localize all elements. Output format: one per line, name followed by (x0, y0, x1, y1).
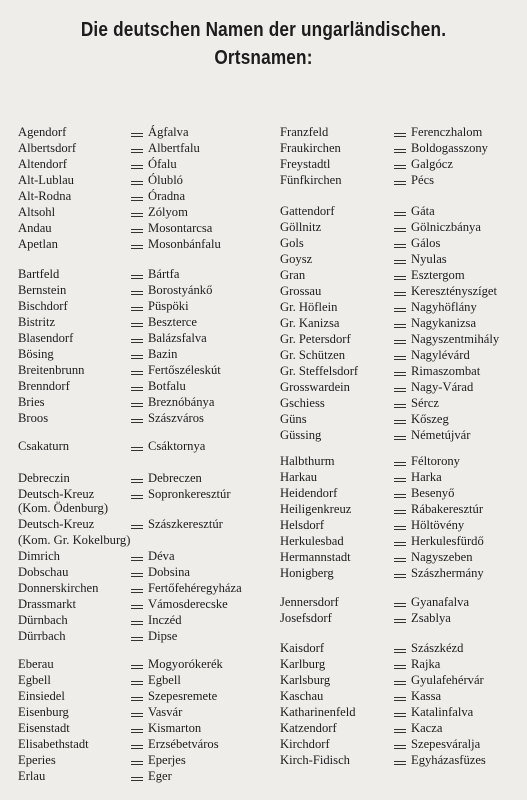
equals-sign (131, 149, 143, 153)
german-name: Gols (280, 236, 304, 250)
german-name: Katharinenfeld (280, 705, 356, 719)
german-name: Güns (280, 412, 307, 426)
hungarian-name: Gáta (411, 204, 435, 218)
hungarian-name: Ólubló (148, 173, 183, 187)
hungarian-name: Herkulesfürdő (411, 534, 484, 548)
german-name: Andau (18, 221, 52, 235)
hungarian-name: Nyulas (411, 252, 447, 266)
hungarian-name: Bártfa (148, 267, 180, 281)
equals-sign (394, 436, 406, 440)
hungarian-name: Dobsina (148, 565, 190, 579)
german-name: Albertsdorf (18, 141, 77, 155)
equals-sign (394, 462, 406, 466)
hungarian-name: Féltorony (411, 454, 460, 468)
equals-sign (394, 228, 406, 232)
equals-sign (394, 542, 406, 546)
german-name: Blasendorf (18, 331, 74, 345)
german-name: Kaschau (280, 689, 324, 703)
german-name: Alt-Lublau (18, 173, 74, 187)
german-name: Einsiedel (18, 689, 65, 703)
hungarian-name: Dipse (148, 629, 178, 643)
equals-sign (131, 495, 143, 499)
hungarian-name: Szászkeresztúr (148, 517, 223, 531)
german-name: Jennersdorf (280, 595, 339, 609)
hungarian-name: Szepesremete (148, 689, 218, 703)
hungarian-name: Nagylévárd (411, 348, 470, 362)
equals-sign (131, 419, 143, 423)
equals-sign (131, 355, 143, 359)
hungarian-name: Szászhermány (411, 566, 484, 580)
german-name: Gr. Steffelsdorf (280, 364, 359, 378)
german-name: Bistritz (18, 315, 56, 329)
hungarian-name: Ágfalva (148, 125, 189, 139)
hungarian-name: Zsablya (411, 611, 451, 625)
german-name: (Kom. Ödenburg) (18, 501, 109, 515)
equals-sign (131, 133, 143, 137)
hungarian-name: Debreczen (148, 471, 202, 485)
hungarian-name: Erzsébetváros (148, 737, 219, 751)
hungarian-name: Nagyszentmihály (411, 332, 500, 346)
hungarian-name: Püspöki (148, 299, 189, 313)
equals-sign (394, 574, 406, 578)
equals-sign (131, 213, 143, 217)
hungarian-name: Vámosderecske (148, 597, 228, 611)
equals-sign (131, 621, 143, 625)
hungarian-name: Inczéd (148, 613, 182, 627)
equals-sign (394, 665, 406, 669)
german-name: Kaisdorf (280, 641, 325, 655)
german-name: Apetlan (18, 237, 58, 251)
german-name: Kirchdorf (280, 737, 330, 751)
german-name: Debreczin (18, 471, 70, 485)
german-name: Bries (18, 395, 45, 409)
hungarian-name: Borostyánkő (148, 283, 213, 297)
equals-sign (131, 447, 143, 451)
hungarian-name: Nagy-Várad (411, 380, 474, 394)
german-name: Heidendorf (280, 486, 338, 500)
equals-sign (394, 681, 406, 685)
german-name: Grossau (280, 284, 322, 298)
german-name: Herkulesbad (280, 534, 344, 548)
equals-sign (394, 603, 406, 607)
hungarian-name: Egyházasfüzes (411, 753, 486, 767)
hungarian-name: Balázsfalva (148, 331, 207, 345)
hungarian-name: Fertőszéleskút (148, 363, 221, 377)
equals-sign (394, 697, 406, 701)
equals-sign (394, 244, 406, 248)
equals-sign (394, 133, 406, 137)
equals-sign (394, 388, 406, 392)
hungarian-name: Rábakeresztúr (411, 502, 484, 516)
hungarian-name: Gyanafalva (411, 595, 470, 609)
hungarian-name: Kacza (411, 721, 443, 735)
equals-sign (394, 526, 406, 530)
german-name: Göllnitz (280, 220, 322, 234)
german-name: Dürnbach (18, 613, 68, 627)
german-name: Eisenburg (18, 705, 69, 719)
hungarian-name: Mosontarcsa (148, 221, 213, 235)
german-name: Fraukirchen (280, 141, 341, 155)
german-name: Erlau (18, 769, 46, 783)
equals-sign (131, 291, 143, 295)
equals-sign (394, 276, 406, 280)
equals-sign (131, 197, 143, 201)
equals-sign (394, 649, 406, 653)
german-name: Deutsch-Kreuz (18, 517, 95, 531)
german-name: Karlsburg (280, 673, 331, 687)
equals-sign (131, 713, 143, 717)
hungarian-name: Nagyszeben (411, 550, 473, 564)
german-name: Gr. Petersdorf (280, 332, 351, 346)
german-name: Broos (18, 411, 49, 425)
german-name: Halbthurm (280, 454, 335, 468)
german-name: Goysz (280, 252, 313, 266)
german-name: Harkau (280, 470, 318, 484)
hungarian-name: Ófalu (148, 157, 177, 171)
equals-sign (394, 420, 406, 424)
hungarian-name: Szászváros (148, 411, 204, 425)
german-name: Franzfeld (280, 125, 329, 139)
german-name: Alt-Rodna (18, 189, 72, 203)
equals-sign (131, 697, 143, 701)
hungarian-name: Csáktornya (148, 439, 206, 453)
hungarian-name: Pécs (411, 173, 435, 187)
hungarian-name: Kőszeg (411, 412, 449, 426)
equals-sign (394, 494, 406, 498)
hungarian-name: Breznóbánya (148, 395, 215, 409)
hungarian-name: Kassa (411, 689, 442, 703)
hungarian-name: Gölniczbánya (411, 220, 481, 234)
equals-sign (131, 745, 143, 749)
hungarian-name: Katalinfalva (411, 705, 474, 719)
equals-sign (131, 637, 143, 641)
hungarian-name: Esztergom (411, 268, 465, 282)
hungarian-name: Szepesváralja (411, 737, 481, 751)
hungarian-name: Óradna (148, 189, 186, 203)
german-name: Fünfkirchen (280, 173, 342, 187)
hungarian-name: Déva (148, 549, 175, 563)
hungarian-name: Albertfalu (148, 141, 200, 155)
hungarian-name: Keresztényszíget (411, 284, 498, 298)
equals-sign (394, 729, 406, 733)
hungarian-name: Fertőfehéregyháza (148, 581, 242, 595)
german-name: Dürrbach (18, 629, 66, 643)
equals-sign (131, 387, 143, 391)
equals-sign (131, 323, 143, 327)
hungarian-name: Galgócz (411, 157, 453, 171)
hungarian-name: Egbell (148, 673, 181, 687)
hungarian-name: Höltövény (411, 518, 465, 532)
german-name: Gr. Schützen (280, 348, 346, 362)
german-name: Donnerskirchen (18, 581, 99, 595)
equals-sign (131, 245, 143, 249)
equals-sign (131, 229, 143, 233)
equals-sign (394, 761, 406, 765)
german-name: Güssing (280, 428, 322, 442)
equals-sign (131, 557, 143, 561)
hungarian-name: Mosonbánfalu (148, 237, 221, 251)
german-name: Bartfeld (18, 267, 60, 281)
german-name: Altendorf (18, 157, 67, 171)
german-name: Helsdorf (280, 518, 325, 532)
german-name: Eperies (18, 753, 56, 767)
equals-sign (131, 525, 143, 529)
equals-sign (131, 605, 143, 609)
german-name: Drassmarkt (18, 597, 77, 611)
equals-sign (394, 340, 406, 344)
equals-sign (394, 745, 406, 749)
hungarian-name: Zólyom (148, 205, 188, 219)
german-name: Csakaturn (18, 439, 70, 453)
equals-sign (131, 371, 143, 375)
hungarian-name: Rajka (411, 657, 441, 671)
hungarian-name: Botfalu (148, 379, 186, 393)
hungarian-name: Mogyorókerék (148, 657, 223, 671)
hungarian-name: Beszterce (148, 315, 197, 329)
hungarian-name: Szászkézd (411, 641, 464, 655)
equals-sign (394, 324, 406, 328)
german-name: Breitenbrunn (18, 363, 85, 377)
equals-sign (131, 181, 143, 185)
hungarian-name: Gálos (411, 236, 441, 250)
equals-sign (394, 510, 406, 514)
hungarian-name: Rimaszombat (411, 364, 481, 378)
german-name: Karlburg (280, 657, 326, 671)
german-name: Eberau (18, 657, 54, 671)
equals-sign (131, 403, 143, 407)
hungarian-name: Boldogasszony (411, 141, 488, 155)
german-name: Katzendorf (280, 721, 337, 735)
equals-sign (394, 372, 406, 376)
equals-sign (394, 713, 406, 717)
german-name: Freystadtl (280, 157, 331, 171)
equals-sign (394, 149, 406, 153)
german-name: Dimrich (18, 549, 60, 563)
equals-sign (131, 275, 143, 279)
german-name: Gattendorf (280, 204, 335, 218)
hungarian-name: Vasvár (148, 705, 183, 719)
hungarian-name: Eger (148, 769, 172, 783)
german-name: Grosswardein (280, 380, 350, 394)
german-name: Honigberg (280, 566, 334, 580)
hungarian-name: Nagykanizsa (411, 316, 477, 330)
hungarian-name: Ferenczhalom (411, 125, 483, 139)
hungarian-name: Gyulafehérvár (411, 673, 484, 687)
hungarian-name: Németújvár (411, 428, 471, 442)
german-name: Eisenstadt (18, 721, 70, 735)
german-name: Dobschau (18, 565, 69, 579)
equals-sign (131, 339, 143, 343)
title-line-2: Ortsnamen: (214, 47, 313, 69)
german-name: Bernstein (18, 283, 67, 297)
hungarian-name: Kismarton (148, 721, 202, 735)
equals-sign (394, 356, 406, 360)
equals-sign (394, 212, 406, 216)
hungarian-name: Eperjes (148, 753, 186, 767)
equals-sign (131, 479, 143, 483)
equals-sign (394, 308, 406, 312)
equals-sign (131, 165, 143, 169)
german-name: Egbell (18, 673, 51, 687)
german-name: Deutsch-Kreuz (18, 487, 95, 501)
equals-sign (131, 573, 143, 577)
hungarian-name: Sércz (411, 396, 439, 410)
equals-sign (394, 165, 406, 169)
german-name: Heiligenkreuz (280, 502, 352, 516)
german-name: Hermannstadt (280, 550, 351, 564)
german-name: Gr. Höflein (280, 300, 338, 314)
equals-sign (131, 729, 143, 733)
equals-sign (394, 619, 406, 623)
hungarian-name: Bazin (148, 347, 178, 361)
equals-sign (394, 478, 406, 482)
german-name: Brenndorf (18, 379, 70, 393)
title-line-1: Die deutschen Namen der ungarländischen. (80, 19, 447, 41)
page-title (37, 16, 490, 72)
hungarian-name: Harka (411, 470, 442, 484)
equals-sign (394, 292, 406, 296)
equals-sign (131, 307, 143, 311)
hungarian-name: Besenyő (411, 486, 455, 500)
german-name: (Kom. Gr. Kokelburg) (18, 533, 131, 547)
german-name: Elisabethstadt (18, 737, 89, 751)
german-name: Bischdorf (18, 299, 68, 313)
equals-sign (131, 665, 143, 669)
german-name: Gschiess (280, 396, 325, 410)
equals-sign (131, 777, 143, 781)
equals-sign (394, 404, 406, 408)
german-name: Gran (280, 268, 306, 282)
german-name: Josefsdorf (280, 611, 332, 625)
german-name: Bösing (18, 347, 54, 361)
hungarian-name: Sopronkeresztúr (148, 487, 231, 501)
german-name: Agendorf (18, 125, 67, 139)
equals-sign (131, 681, 143, 685)
german-name: Kirch-Fidisch (280, 753, 350, 767)
german-name: Gr. Kanizsa (280, 316, 340, 330)
hungarian-name: Nagyhöflány (411, 300, 477, 314)
equals-sign (131, 761, 143, 765)
equals-sign (394, 181, 406, 185)
german-name: Altsohl (18, 205, 56, 219)
equals-sign (131, 589, 143, 593)
equals-sign (394, 260, 406, 264)
equals-sign (394, 558, 406, 562)
